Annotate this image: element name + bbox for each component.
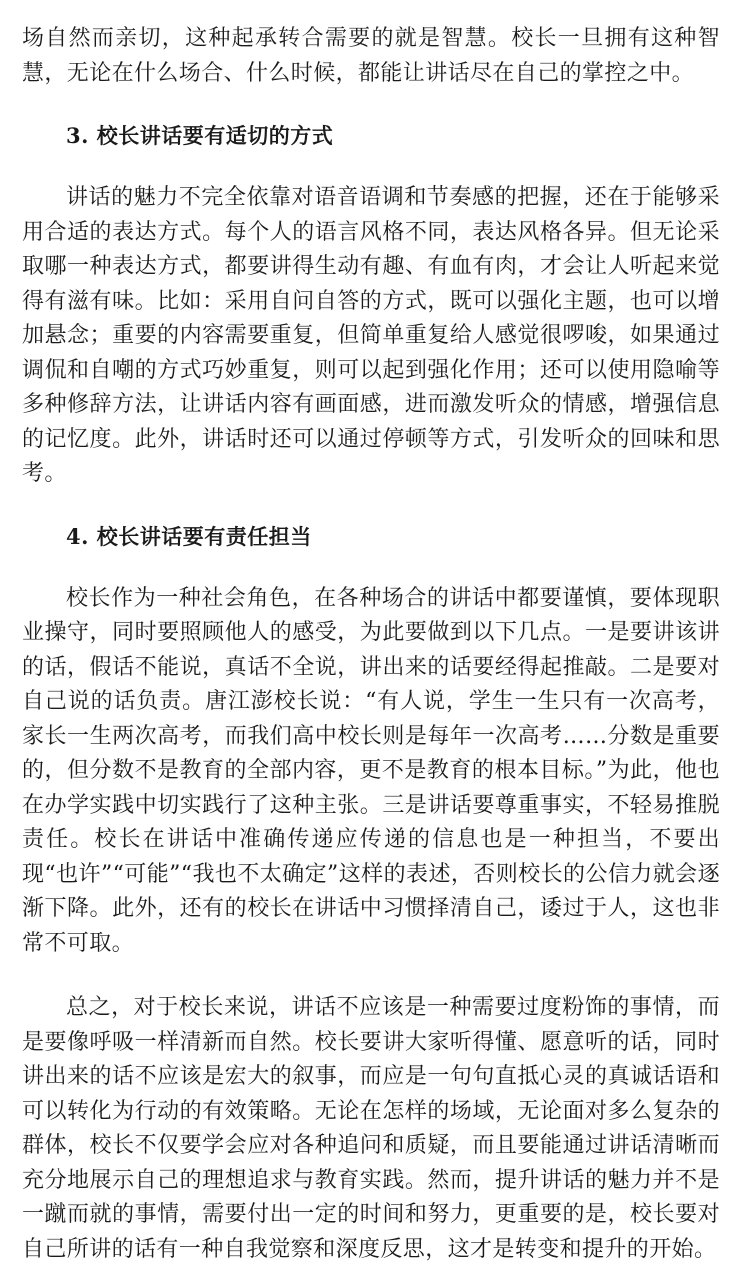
section-4-heading: 4. 校长讲话要有责任担当 xyxy=(66,523,312,549)
spacer xyxy=(22,91,720,119)
intro-paragraph: 场自然而亲切，这种起承转合需要的就是智慧。校长一旦拥有这种智慧，无论在什么场合、什么时候，都能让讲话尽在自己的掌控之中。 xyxy=(22,26,720,86)
spacer xyxy=(22,492,720,520)
section-4-paragraph: 校长作为一种社会角色，在各种场合的讲话中都要谨慎，要体现职业操守，同时要照顾他人的感受，为此要做到以下几点。一是要讲该讲的话，假话不能说，真话不全说，讲出来的话要经得起推敲。二是要对自己说的话负责。唐江澎校长说：“有人说，学生一生只有一次高考，家长一生两次高考，而我们高中校长则是每年一次高考……分数是重要的，但分数不是教育的全部内容，更不是教育的根本目标。”为此，他也在办学实践中切实践行了这种主张。三是讲话要尊重事实，不轻易推脱责任。校长在讲话中准确传递应传递的信息也是一种担当，不要出现“也许”“可能”“我也不太确定”这样的表述，否则校长的公信力就会逐渐下降。此外，还有的校长在讲话中习惯择清自己，诿过于人，这也非常不可取。 xyxy=(22,585,720,956)
section-3-heading: 3. 校长讲话要有适切的方式 xyxy=(66,123,334,148)
section-3-paragraph: 讲话的魅力不完全依靠对语音语调和节奏感的把握，还在于能够采用合适的表达方式。每个人的语言风格不同，表达风格各异。但无论采取哪一种表达方式，都要讲得生动有趣、有血有肉，才会让人听起来觉得有滋有味。比如：采用自问自答的方式，既可以强化主题，也可以增加悬念；重要的内容需要重复，但简单重复给人感觉很啰唆，如果通过调侃和自嘲的方式巧妙重复，则可以起到强化作用；还可以使用隐喻等多种修辞方法，让讲话内容有画面感，进而激发听众的情感，增强信息的记忆度。此外，讲话时还可以通过停顿等方式，引发听众的回味和思考。 xyxy=(22,185,720,486)
spacer xyxy=(22,554,720,582)
conclusion-paragraph: 总之，对于校长来说，讲话不应该是一种需要过度粉饰的事情，而是要像呼吸一样清新而自然。校长要讲大家听得懂、愿意听的话，同时讲出来的话不应该是宏大的叙事，而应是一句句直抵心灵的真诚话语和可以转化为行动的有效策略。无论在怎样的场域，无论面对多么复杂的群体，校长不仅要学会应对各种追问和质疑，而且要能通过讲话清晰而充分地展示自己的理想追求与教育实践。然而，提升讲话的魅力并不是一蹴而就的事情，需要付出一定的时间和努力，更重要的是，校长要对自己所讲的话有一种自我觉察和深度反思，这才是转变和提升的开始。 xyxy=(22,995,720,1262)
spacer xyxy=(22,961,720,991)
spacer xyxy=(22,153,720,181)
document-page xyxy=(22,22,720,1267)
